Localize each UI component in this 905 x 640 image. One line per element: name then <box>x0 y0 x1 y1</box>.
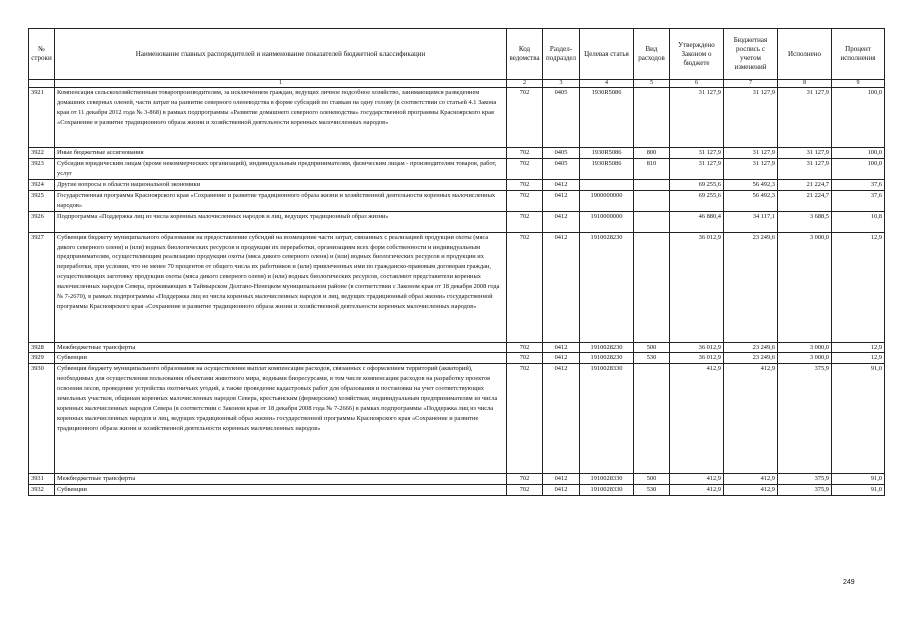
row-executed: 31 127,9 <box>778 148 832 159</box>
row-executed: 21 224,7 <box>778 180 832 191</box>
row-approved: 412,9 <box>670 474 724 485</box>
table-row <box>29 364 885 474</box>
header-approved: Утверждено Законом о бюджете <box>670 29 724 80</box>
row-budget: 412,9 <box>724 485 778 496</box>
row-expense-type: 810 <box>634 159 670 180</box>
column-number: 6 <box>670 80 724 88</box>
row-budget: 23 249,6 <box>724 353 778 364</box>
row-section: 0412 <box>543 180 580 191</box>
row-article: 1910028230 <box>580 232 634 342</box>
row-article: 1930R5086 <box>580 159 634 180</box>
row-expense-type <box>634 211 670 232</box>
row-dept-code: 702 <box>507 364 543 474</box>
row-number: 3929 <box>29 353 55 364</box>
row-approved: 31 127,9 <box>670 148 724 159</box>
row-approved: 69 255,6 <box>670 191 724 212</box>
column-number: 5 <box>634 80 670 88</box>
row-dept-code: 702 <box>507 342 543 353</box>
row-approved: 69 255,6 <box>670 180 724 191</box>
row-dept-code: 702 <box>507 353 543 364</box>
table-row <box>29 88 885 148</box>
row-number: 3922 <box>29 148 55 159</box>
row-dept-code: 702 <box>507 211 543 232</box>
row-dept-code: 702 <box>507 180 543 191</box>
row-article: 1900000000 <box>580 191 634 212</box>
row-dept-code: 702 <box>507 88 543 148</box>
header-dept: Код ведомства <box>507 29 543 80</box>
row-budget: 34 117,1 <box>724 211 778 232</box>
row-name: Межбюджетные трансферты <box>55 474 507 485</box>
header-type: Вид расходов <box>634 29 670 80</box>
row-dept-code: 702 <box>507 191 543 212</box>
row-name: Государственная программа Красноярского края «Сохранение и развитие традиционного образа жизни и хозяйственной деятельности коренных малочисленных народов» <box>55 191 507 212</box>
header-budget: Бюджетная роспись с учетом изменений <box>724 29 778 80</box>
row-article <box>580 180 634 191</box>
row-number: 3928 <box>29 342 55 353</box>
row-approved: 31 127,9 <box>670 88 724 148</box>
row-number: 3927 <box>29 232 55 342</box>
column-number: 4 <box>580 80 634 88</box>
row-percent: 12,9 <box>832 232 885 342</box>
row-executed: 375,9 <box>778 364 832 474</box>
table-row <box>29 232 885 342</box>
row-name: Субвенция бюджету муниципального образования на осуществление выплат компенсации расходов, связанных с оформлением территорий (акваторий), необходимых для осуществления пользования объектами животного мира, водными биоресурсами, в том числе компенсации расходов на разработку проектов освоения лесов, проведение устройства охотничьих угодий, а также проведение кадастровых работ для образования и постановки на учет соответствующих земельных участков, общинам коренных малочисленных народов Севера, крестьянским (фермерским) хозяйствам, индивидуальным предпринимателям из числа коренных малочисленных народов Севера (в соответствии с Законом края от 18 декабря 2008 года № 7-2666) в рамках подпрограммы «Поддержка лиц из числа коренных малочисленных народов и лиц, ведущих традиционный образ жизни» государственной программы Красноярского края «Сохранение и развитие традиционного образа жизни и хозяйственной деятельности коренных малочисленных народов» <box>55 364 507 474</box>
header-executed: Исполнено <box>778 29 832 80</box>
table-row <box>29 342 885 353</box>
row-name: Субсидии юридическим лицам (кроме некоммерческих организаций), индивидуальным предпринимателям, физическим лицам - производителям товаров, работ, услуг <box>55 159 507 180</box>
row-section: 0412 <box>543 364 580 474</box>
row-approved: 46 880,4 <box>670 211 724 232</box>
table-row <box>29 474 885 485</box>
row-approved: 36 012,9 <box>670 232 724 342</box>
row-budget: 31 127,9 <box>724 148 778 159</box>
row-expense-type: 500 <box>634 342 670 353</box>
row-approved: 36 012,9 <box>670 342 724 353</box>
header-name: Наименование главных распорядителей и наименование показателей бюджетной классификации <box>55 29 507 80</box>
row-approved: 31 127,9 <box>670 159 724 180</box>
row-expense-type: 530 <box>634 353 670 364</box>
row-executed: 21 224,7 <box>778 191 832 212</box>
row-number: 3931 <box>29 474 55 485</box>
table-row <box>29 159 885 180</box>
row-budget: 412,9 <box>724 364 778 474</box>
row-percent: 100,0 <box>832 88 885 148</box>
row-expense-type <box>634 191 670 212</box>
row-dept-code: 702 <box>507 148 543 159</box>
row-percent: 91,0 <box>832 485 885 496</box>
row-executed: 31 127,9 <box>778 159 832 180</box>
table-row <box>29 353 885 364</box>
row-approved: 412,9 <box>670 364 724 474</box>
table-row <box>29 485 885 496</box>
row-section: 0412 <box>543 232 580 342</box>
row-budget: 23 249,6 <box>724 232 778 342</box>
row-executed: 375,9 <box>778 485 832 496</box>
row-expense-type: 800 <box>634 148 670 159</box>
row-approved: 412,9 <box>670 485 724 496</box>
table-body <box>29 88 885 496</box>
row-executed: 3 000,0 <box>778 342 832 353</box>
row-section: 0412 <box>543 485 580 496</box>
row-article: 1910000000 <box>580 211 634 232</box>
row-name: Подпрограмма «Поддержка лиц из числа коренных малочисленных народов и лиц, ведущих традиционный образ жизни» <box>55 211 507 232</box>
row-number: 3925 <box>29 191 55 212</box>
row-article: 1910028330 <box>580 474 634 485</box>
row-expense-type <box>634 180 670 191</box>
row-name: Субвенции <box>55 485 507 496</box>
column-number: 1 <box>55 80 507 88</box>
row-dept-code: 702 <box>507 474 543 485</box>
row-number: 3924 <box>29 180 55 191</box>
row-section: 0412 <box>543 342 580 353</box>
row-article: 1910028230 <box>580 342 634 353</box>
row-section: 0405 <box>543 148 580 159</box>
column-number: 3 <box>543 80 580 88</box>
row-budget: 23 249,6 <box>724 342 778 353</box>
row-name: Субвенции <box>55 353 507 364</box>
row-article: 1930R5086 <box>580 88 634 148</box>
row-percent: 12,9 <box>832 342 885 353</box>
row-executed: 3 000,0 <box>778 353 832 364</box>
header-row-no: № строки <box>29 29 55 80</box>
row-number: 3923 <box>29 159 55 180</box>
row-percent: 100,0 <box>832 159 885 180</box>
row-number: 3921 <box>29 88 55 148</box>
row-expense-type <box>634 88 670 148</box>
row-approved: 36 012,9 <box>670 353 724 364</box>
table-row <box>29 180 885 191</box>
column-number: 8 <box>778 80 832 88</box>
row-percent: 100,0 <box>832 148 885 159</box>
row-section: 0405 <box>543 159 580 180</box>
row-budget: 412,9 <box>724 474 778 485</box>
row-article: 1930R5086 <box>580 148 634 159</box>
row-article: 1910028330 <box>580 485 634 496</box>
row-budget: 31 127,9 <box>724 88 778 148</box>
row-section: 0412 <box>543 191 580 212</box>
column-number: 7 <box>724 80 778 88</box>
row-section: 0412 <box>543 474 580 485</box>
row-number: 3932 <box>29 485 55 496</box>
row-expense-type <box>634 232 670 342</box>
row-percent: 37,6 <box>832 191 885 212</box>
row-expense-type: 500 <box>634 474 670 485</box>
row-percent: 91,0 <box>832 474 885 485</box>
row-section: 0405 <box>543 88 580 148</box>
row-article: 1910028330 <box>580 364 634 474</box>
row-section: 0412 <box>543 353 580 364</box>
row-dept-code: 702 <box>507 159 543 180</box>
page-number: 249 <box>843 579 855 586</box>
row-budget: 56 492,3 <box>724 180 778 191</box>
row-name: Другие вопросы в области национальной экономики <box>55 180 507 191</box>
column-number: 9 <box>832 80 885 88</box>
column-numbers-row <box>29 80 885 88</box>
header-section: Раздел-подраздел <box>543 29 580 80</box>
row-executed: 375,9 <box>778 474 832 485</box>
column-number: 2 <box>507 80 543 88</box>
table-row <box>29 148 885 159</box>
row-executed: 3 000,0 <box>778 232 832 342</box>
row-budget: 31 127,9 <box>724 159 778 180</box>
table-row <box>29 191 885 212</box>
row-dept-code: 702 <box>507 485 543 496</box>
row-percent: 10,8 <box>832 211 885 232</box>
row-number: 3926 <box>29 211 55 232</box>
row-number: 3930 <box>29 364 55 474</box>
row-budget: 56 492,3 <box>724 191 778 212</box>
row-name: Субвенция бюджету муниципального образования на предоставление субсидий на возмещение части затрат, связанных с реализацией продукции охоты (мяса дикого северного оленя) и (или) водных биологических ресурсов и продукции их переработки, организациям всех форм собственности и индивидуальным предпринимателям, осуществляющим реализацию продукции охоты (мяса дикого северного оленя) и (или) водных биологических ресурсов и продукции их переработки, при условии, что не менее 70 процентов от общего числа их работников и (или) привлеченных ими по гражданско-правовым договорам граждан, осуществляющих заготовку продукции охоты (мяса дикого северного оленя) и (или) водных биологических ресурсов, составляют представители коренных малочисленных народов Севера, проживающих в Таймырском Долгано-Ненецком муниципальном районе (в соответствии с Законом края от 18 декабря 2008 года № 7-2670), в рамках подпрограммы «Поддержка лиц из числа коренных малочисленных народов и лиц, ведущих традиционный образ жизни» государственной программы Красноярского края «Сохранение и развитие традиционного образа жизни и хозяйственной деятельности коренных малочисленных народов» <box>55 232 507 342</box>
row-name: Иные бюджетные ассигнования <box>55 148 507 159</box>
row-name: Компенсация сельскохозяйственным товаропроизводителям, за исключением граждан, ведущих личное подсобное хозяйство, занимающимся разведением домашних северных оленей, части затрат на развитие северного оленеводства в форме субсидий по ставкам на одну голову (в соответствии со статьей 4.1 Закона края от 11 декабря 2012 года № 3-868) в рамках подпрограммы «Развитие домашнего северного оленеводства» государственной программы Красноярского края «Сохранение и развитие традиционного образа жизни и хозяйственной деятельности коренных малочисленных народов» <box>55 88 507 148</box>
column-number <box>29 80 55 88</box>
table-row <box>29 211 885 232</box>
row-percent: 12,9 <box>832 353 885 364</box>
budget-table <box>28 28 885 496</box>
row-percent: 91,0 <box>832 364 885 474</box>
row-dept-code: 702 <box>507 232 543 342</box>
row-expense-type <box>634 364 670 474</box>
row-expense-type: 530 <box>634 485 670 496</box>
row-section: 0412 <box>543 211 580 232</box>
row-article: 1910028230 <box>580 353 634 364</box>
row-percent: 37,6 <box>832 180 885 191</box>
header-row <box>29 29 885 80</box>
header-percent: Процент исполнения <box>832 29 885 80</box>
row-executed: 31 127,9 <box>778 88 832 148</box>
row-executed: 3 688,5 <box>778 211 832 232</box>
row-name: Межбюджетные трансферты <box>55 342 507 353</box>
header-article: Целевая статья <box>580 29 634 80</box>
